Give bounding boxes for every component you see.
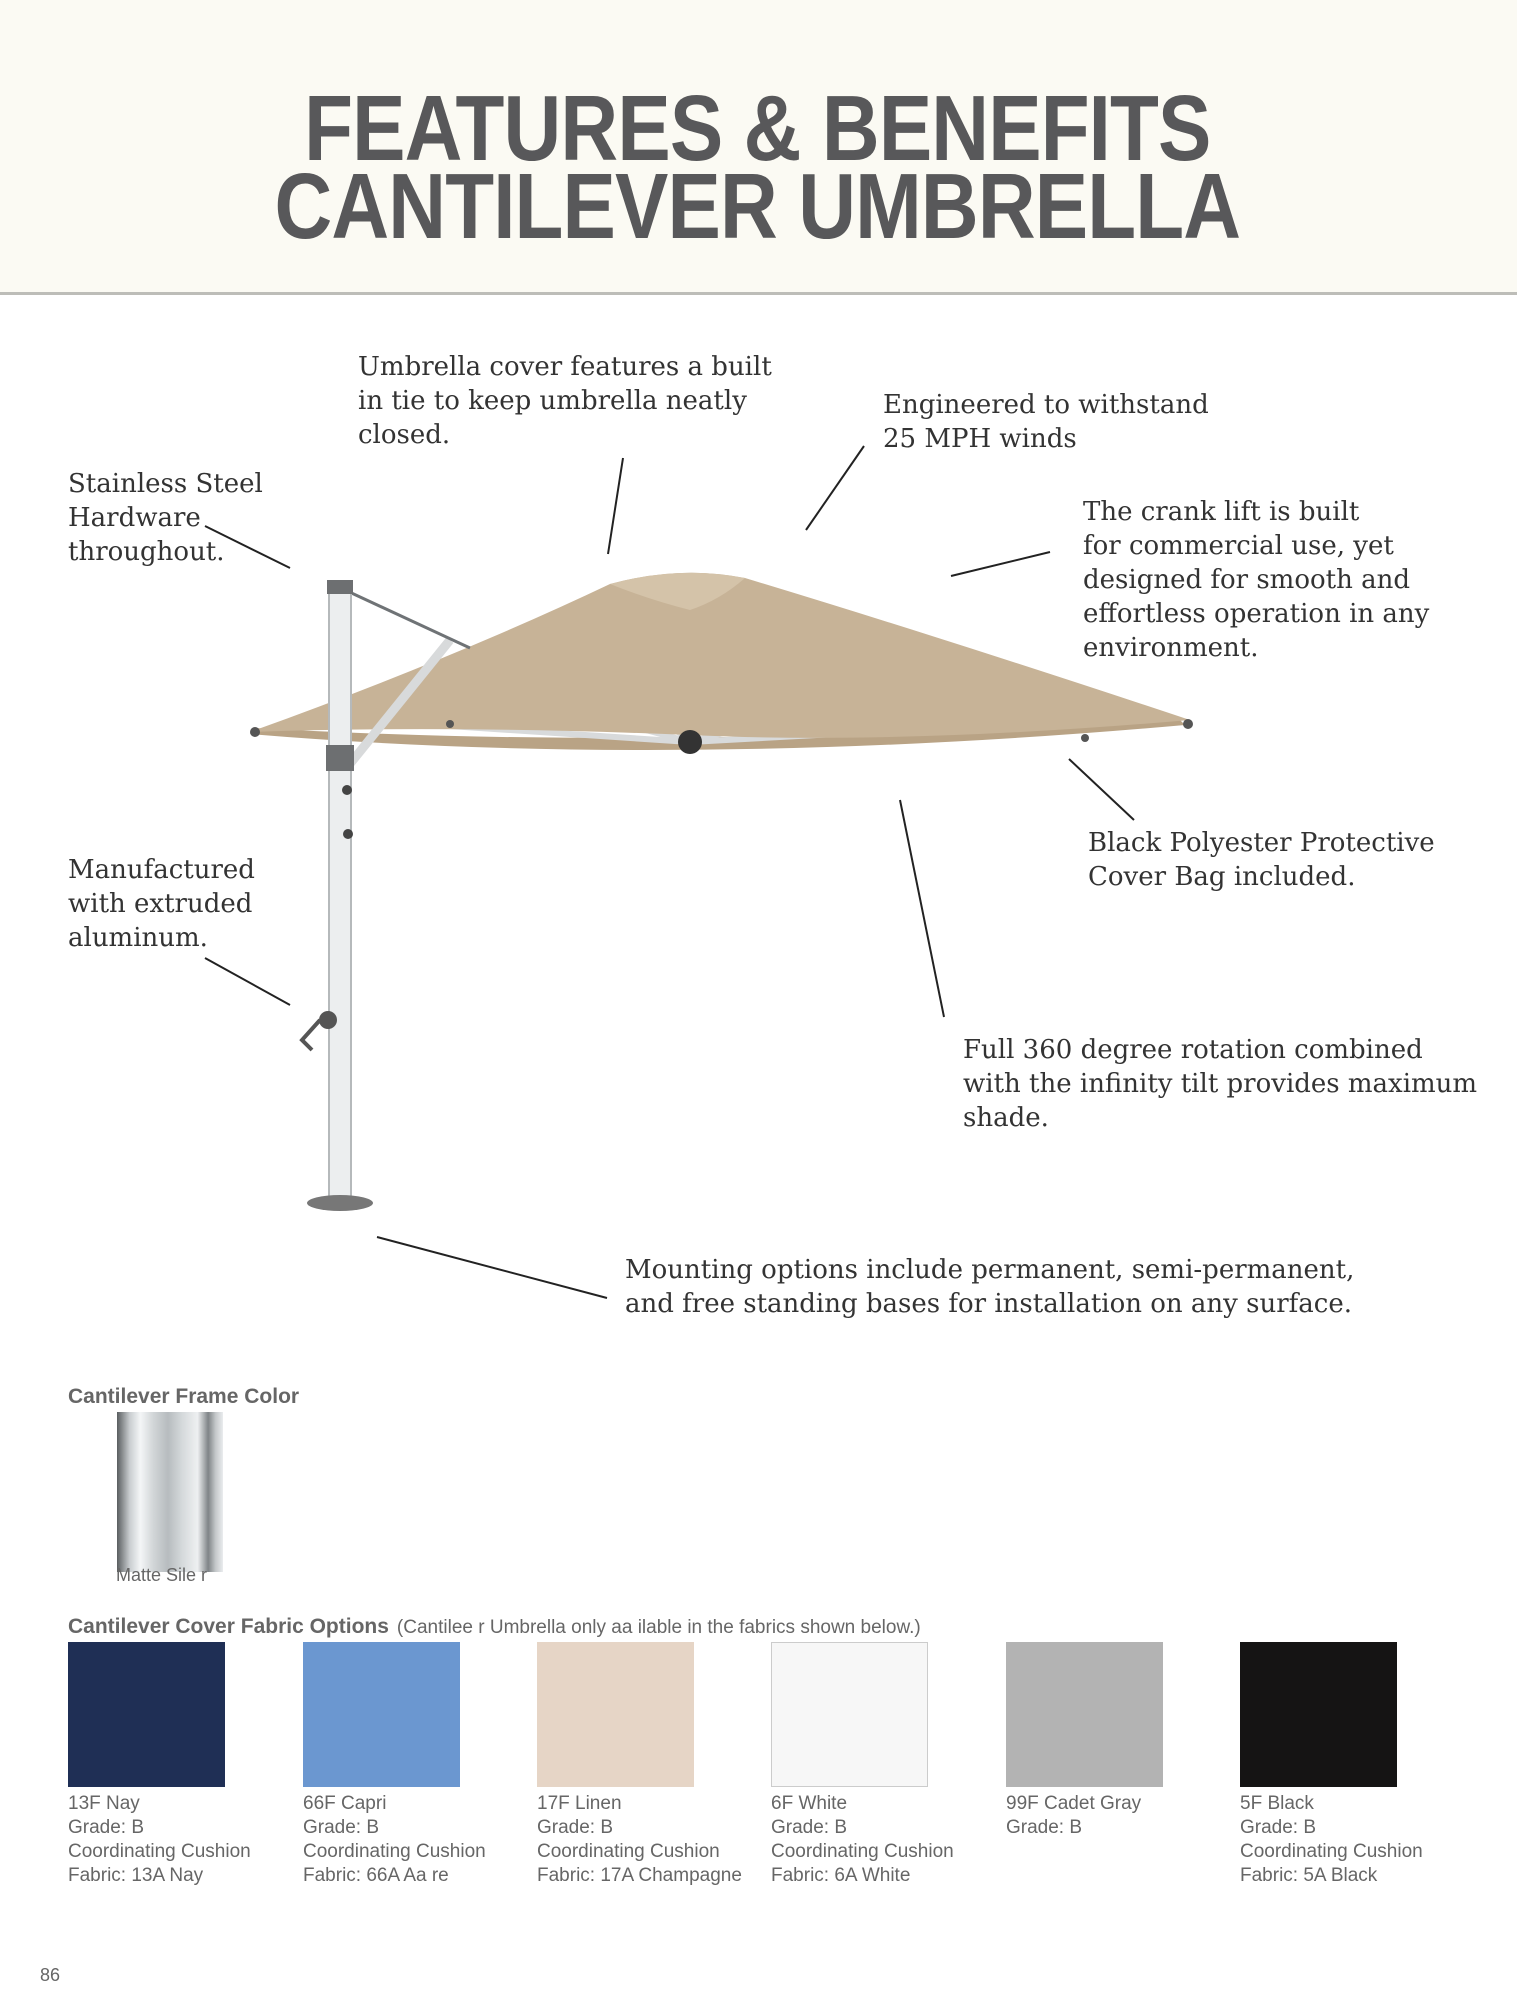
pole-knob: [342, 785, 352, 795]
pole-collar: [326, 745, 354, 771]
callout-crank: The crank lift is built for commercial use, yet designed for smooth and effortless operation in any environment.: [1083, 497, 1430, 663]
crank-handle: [302, 1020, 320, 1050]
cushion-label: Coordinating Cushion: [303, 1841, 486, 1862]
callout-wind: Engineered to withstand 25 MPH winds: [883, 390, 1209, 454]
fabric-options-heading: [68, 1615, 921, 1639]
fabric-grade: Grade: B: [1240, 1817, 1317, 1838]
fabric-name: 66F Capri: [303, 1793, 387, 1814]
callout-mounting: Mounting options include permanent, semi-permanent, and free standing bases for installation on any surface.: [625, 1255, 1355, 1319]
cushion-fabric: Fabric: 66A Aa re: [303, 1865, 449, 1886]
cushion-fabric: Fabric: 5A Black: [1240, 1865, 1378, 1886]
cushion-label: Coordinating Cushion: [1240, 1841, 1423, 1862]
fabric-swatch: [1240, 1642, 1397, 1787]
page-number: 86: [40, 1965, 61, 1985]
fabric-info: [1240, 1792, 1470, 1888]
fabric-info: [771, 1792, 1001, 1888]
canopy-hub: [678, 730, 702, 754]
fabric-swatch: [537, 1642, 694, 1787]
fabric-name: 13F Nay: [68, 1793, 140, 1814]
fabric-info: [303, 1792, 533, 1888]
frame-color-heading: Cantilever Frame Color: [68, 1385, 300, 1408]
page-title-line1: FEATURES & BENEFITS: [304, 76, 1211, 180]
fabric-name: 17F Linen: [537, 1793, 622, 1814]
page-title-line2: CANTILEVER UMBRELLA: [274, 154, 1241, 258]
fabric-grade: Grade: B: [68, 1817, 145, 1838]
fabric-swatch: [68, 1642, 225, 1787]
fabric-name: 6F White: [771, 1793, 848, 1814]
frame-color-label: Matte Sile r: [116, 1565, 208, 1585]
support-cable: [345, 590, 470, 648]
fabric-name: 99F Cadet Gray: [1006, 1793, 1142, 1814]
fabric-swatch: [771, 1642, 928, 1787]
fabric-grade: Grade: B: [537, 1817, 614, 1838]
cushion-fabric: Fabric: 13A Nay: [68, 1865, 204, 1886]
fabric-swatch: [1006, 1642, 1163, 1787]
pole-base: [307, 1195, 373, 1211]
fabric-info: [1006, 1792, 1236, 1840]
fabric-info: [537, 1792, 767, 1888]
fabric-grade: Grade: B: [771, 1817, 848, 1838]
fabric-swatch: [303, 1642, 460, 1787]
cushion-label: Coordinating Cushion: [537, 1841, 720, 1862]
fabric-grade: Grade: B: [1006, 1817, 1083, 1838]
fabric-grade: Grade: B: [303, 1817, 380, 1838]
callout-cover-tie: Umbrella cover features a built in tie to keep umbrella neatly closed.: [358, 352, 772, 450]
callout-cover-bag: Black Polyester Protective Cover Bag included.: [1088, 828, 1435, 892]
pole-knob: [343, 829, 353, 839]
fabric-name: 5F Black: [1240, 1793, 1314, 1814]
callout-hardware: Stainless Steel Hardware throughout.: [68, 469, 263, 567]
umbrella-pole: [329, 585, 351, 1205]
fabric-options-note: (Cantilee r Umbrella only aa ilable in the fabrics shown below.): [396, 1617, 921, 1638]
pole-cap: [327, 580, 353, 594]
cushion-label: Coordinating Cushion: [68, 1841, 251, 1862]
cushion-label: Coordinating Cushion: [771, 1841, 954, 1862]
fabric-options-title: Cantilever Cover Fabric Options: [68, 1615, 389, 1638]
frame-color-swatch: [117, 1412, 223, 1572]
fabric-info: [68, 1792, 298, 1888]
crank-wheel: [319, 1011, 337, 1029]
callout-rotation: Full 360 degree rotation combined with the infinity tilt provides maximum shade.: [963, 1035, 1478, 1133]
cushion-fabric: Fabric: 17A Champagne: [537, 1865, 742, 1886]
cushion-fabric: Fabric: 6A White: [771, 1865, 911, 1886]
callout-aluminum: Manufactured with extruded aluminum.: [68, 855, 255, 953]
